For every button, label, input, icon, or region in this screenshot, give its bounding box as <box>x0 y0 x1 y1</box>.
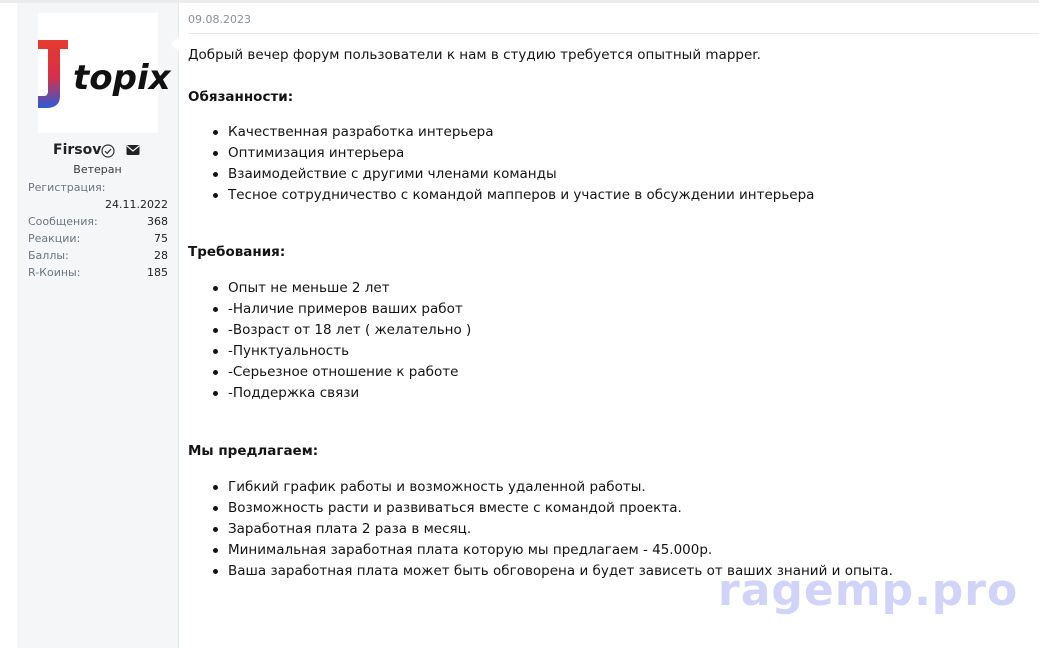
stat-label: Сообщения: <box>28 215 98 228</box>
list-item: Опыт не меньше 2 лет <box>188 278 471 299</box>
topix-logo-icon <box>38 13 171 133</box>
post-intro: Добрый вечер форум пользователи к нам в студию требуется опытный mapper. <box>188 47 761 63</box>
list-item: Возможность расти и развиваться вместе с командой проекта. <box>188 498 893 519</box>
stat-row-coins <box>28 266 168 282</box>
watermark: ragemp.pro <box>718 565 1019 616</box>
post-date[interactable]: 09.08.2023 <box>188 13 251 26</box>
post-content <box>188 3 1039 648</box>
verified-icon <box>101 144 115 158</box>
heading-offer: Мы предлагаем: <box>188 443 319 459</box>
avatar-logo-text: topix <box>73 58 171 98</box>
duties-list <box>188 122 814 206</box>
mail-icon[interactable] <box>126 144 140 156</box>
stat-value: 28 <box>154 249 168 262</box>
stat-value: 185 <box>147 266 168 279</box>
heading-requirements: Требования: <box>188 244 286 260</box>
stat-value: 368 <box>147 215 168 228</box>
post-arrow <box>171 36 179 52</box>
stat-label: Баллы: <box>28 249 69 262</box>
user-title: Ветеран <box>73 163 122 176</box>
list-item: Ваша заработная плата может быть обговорена и будет зависеть от ваших знаний и опыта. <box>188 561 893 582</box>
list-item: Гибкий график работы и возможность удаленной работы. <box>188 477 893 498</box>
stat-registration-value: 24.11.2022 <box>105 198 168 211</box>
stat-registration-label: Регистрация: <box>28 181 106 194</box>
stat-row-messages <box>28 215 168 231</box>
username-row <box>17 142 178 160</box>
list-item: Взаимодействие с другими членами команды <box>188 164 814 185</box>
list-item: -Серьезное отношение к работе <box>188 362 471 383</box>
list-item: Оптимизация интерьера <box>188 143 814 164</box>
user-sidebar <box>17 3 179 648</box>
list-item: Заработная плата 2 раза в месяц. <box>188 519 893 540</box>
stat-row-points <box>28 249 168 265</box>
avatar[interactable] <box>38 13 171 133</box>
list-item: -Возраст от 18 лет ( желательно ) <box>188 320 471 341</box>
requirements-list <box>188 278 471 404</box>
list-item: Качественная разработка интерьера <box>188 122 814 143</box>
list-item: -Поддержка связи <box>188 383 471 404</box>
left-gutter <box>0 3 17 648</box>
list-item: -Наличие примеров ваших работ <box>188 299 471 320</box>
stat-label: R-Коины: <box>28 266 81 279</box>
stat-value: 75 <box>154 232 168 245</box>
heading-duties: Обязанности: <box>188 89 294 105</box>
date-divider <box>188 33 1039 34</box>
stat-label: Реакции: <box>28 232 81 245</box>
username[interactable]: Firsov <box>53 142 102 158</box>
list-item: Тесное сотрудничество с командой мапперов и участие в обсуждении интерьера <box>188 185 814 206</box>
stat-row-reactions <box>28 232 168 248</box>
list-item: Минимальная заработная плата которую мы предлагаем - 45.000р. <box>188 540 893 561</box>
list-item: -Пунктуальность <box>188 341 471 362</box>
